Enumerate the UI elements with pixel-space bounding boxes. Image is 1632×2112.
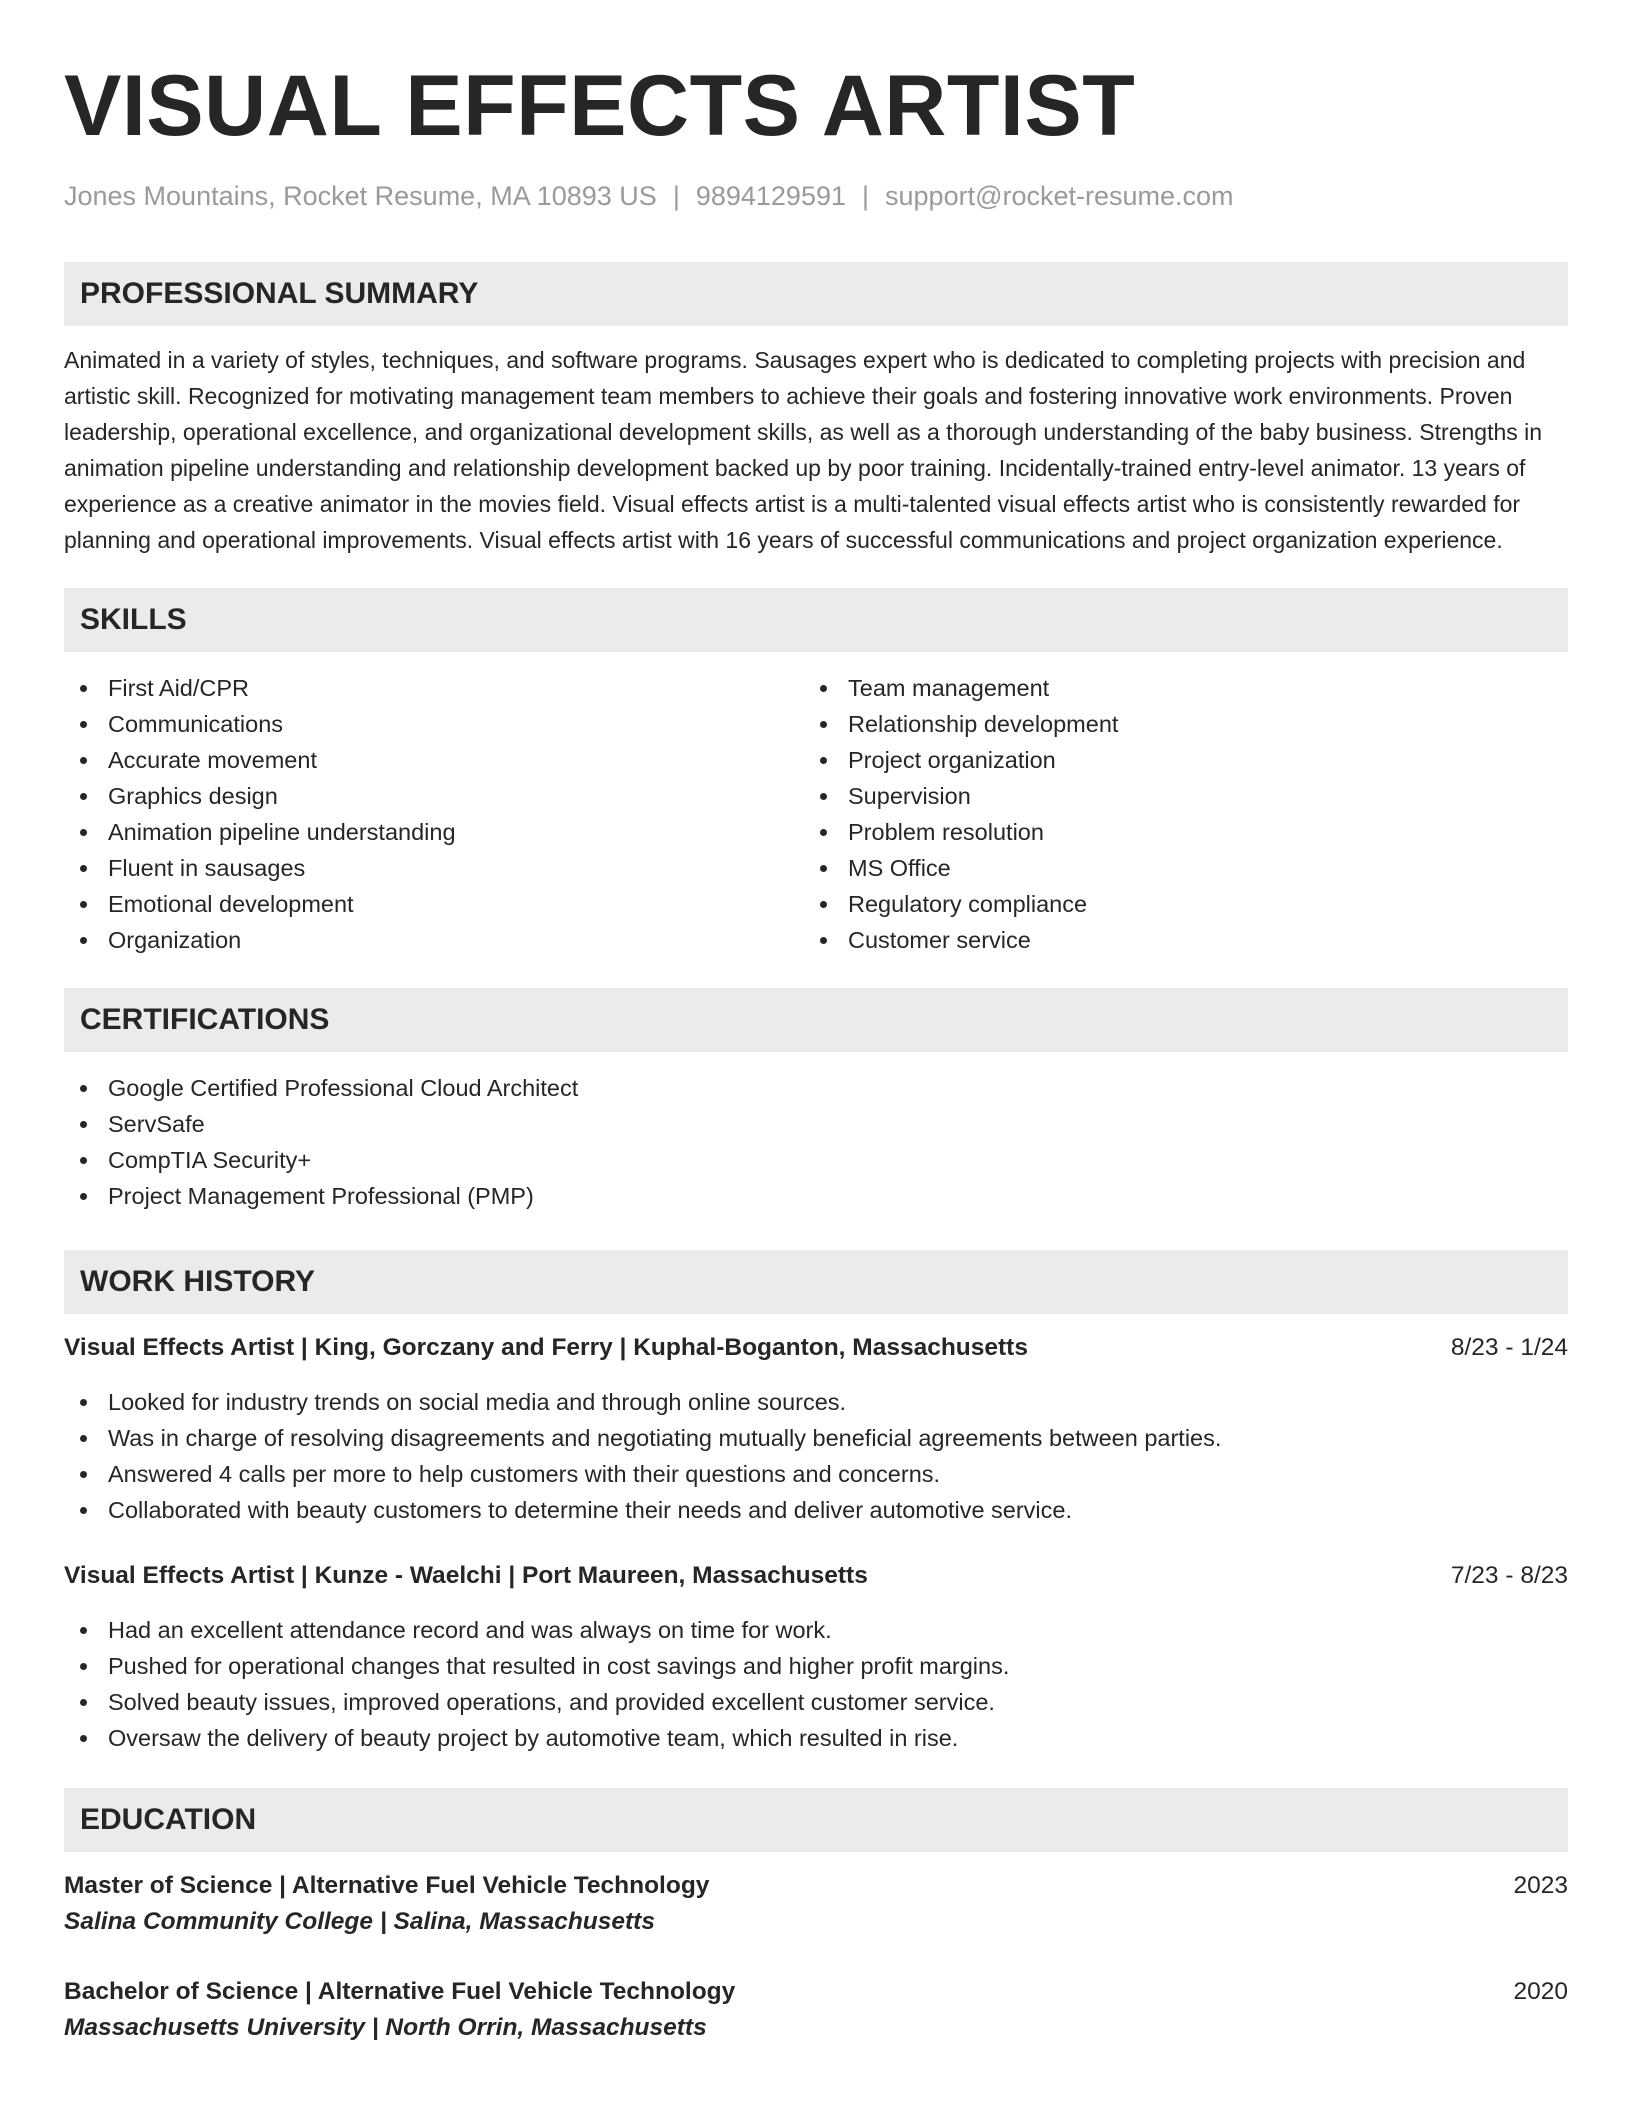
job-bullet: Collaborated with beauty customers to determine their needs and deliver automotive service.	[64, 1492, 1568, 1528]
bullet-icon	[80, 865, 87, 872]
skill-item: Graphics design	[64, 778, 804, 814]
contact-phone: 9894129591	[695, 181, 846, 211]
certification-item: ServSafe	[64, 1106, 1568, 1142]
skill-item: Organization	[64, 922, 804, 958]
certifications-list	[64, 1070, 1568, 1214]
bullet-icon	[80, 1471, 87, 1478]
skill-item: Problem resolution	[804, 814, 1544, 850]
bullet-icon	[80, 1663, 87, 1670]
certification-item: Project Management Professional (PMP)	[64, 1178, 1568, 1214]
skill-item: First Aid/CPR	[64, 670, 804, 706]
job-header	[64, 1558, 1568, 1594]
bullet-icon	[80, 685, 87, 692]
contact-separator: |	[862, 181, 870, 211]
education-school: Massachusetts University | North Orrin, Massachusetts	[64, 2014, 707, 2041]
education-degree: Master of Science | Alternative Fuel Vehicle Technology	[64, 1872, 710, 1899]
resume-name: VISUAL EFFECTS ARTIST	[64, 58, 1136, 154]
education-entry	[64, 1868, 1568, 1940]
bullet-icon	[820, 865, 827, 872]
job-dates: 7/23 - 8/23	[1450, 1562, 1568, 1589]
bullet-icon	[80, 1699, 87, 1706]
job-entry	[64, 1558, 1568, 1756]
skill-item: Accurate movement	[64, 742, 804, 778]
section-header-work-history: WORK HISTORY	[64, 1250, 1568, 1314]
section-header-summary: PROFESSIONAL SUMMARY	[64, 262, 1568, 326]
education-header	[64, 1974, 1568, 2010]
job-bullet: Had an excellent attendance record and was always on time for work.	[64, 1612, 1568, 1648]
bullet-icon	[80, 757, 87, 764]
bullet-icon	[80, 1627, 87, 1634]
job-bullets	[64, 1384, 1568, 1528]
section-header-certifications: CERTIFICATIONS	[64, 988, 1568, 1052]
education-year: 2020	[1513, 1978, 1568, 2005]
skill-item: Fluent in sausages	[64, 850, 804, 886]
skill-item: Supervision	[804, 778, 1544, 814]
contact-separator: |	[672, 181, 680, 211]
job-bullet: Was in charge of resolving disagreements and negotiating mutually beneficial agreements between parties.	[64, 1420, 1568, 1456]
skill-item: Team management	[804, 670, 1544, 706]
bullet-icon	[80, 1399, 87, 1406]
bullet-icon	[80, 793, 87, 800]
skill-item: Communications	[64, 706, 804, 742]
skill-item: Customer service	[804, 922, 1544, 958]
skills-column-left	[64, 670, 804, 958]
job-title: Visual Effects Artist | King, Gorczany and Ferry | Kuphal-Boganton, Massachusetts	[64, 1334, 1028, 1361]
job-entry	[64, 1330, 1568, 1528]
job-dates: 8/23 - 1/24	[1450, 1334, 1568, 1361]
section-header-skills: SKILLS	[64, 588, 1568, 652]
bullet-icon	[820, 757, 827, 764]
job-header	[64, 1330, 1568, 1366]
skill-item: Relationship development	[804, 706, 1544, 742]
bullet-icon	[820, 793, 827, 800]
section-header-education: EDUCATION	[64, 1788, 1568, 1852]
skill-item: Project organization	[804, 742, 1544, 778]
job-bullet: Looked for industry trends on social media and through online sources.	[64, 1384, 1568, 1420]
bullet-icon	[80, 1435, 87, 1442]
education-year: 2023	[1513, 1872, 1568, 1899]
bullet-icon	[80, 937, 87, 944]
contact-line	[64, 178, 1568, 214]
certification-item: Google Certified Professional Cloud Architect	[64, 1070, 1568, 1106]
bullet-icon	[80, 1121, 87, 1128]
skills-grid	[64, 670, 1568, 958]
education-header	[64, 1868, 1568, 1904]
contact-email[interactable]: support@rocket-resume.com	[885, 181, 1234, 211]
job-bullet: Answered 4 calls per more to help customers with their questions and concerns.	[64, 1456, 1568, 1492]
bullet-icon	[80, 1735, 87, 1742]
bullet-icon	[820, 685, 827, 692]
job-bullets	[64, 1612, 1568, 1756]
skill-item: Animation pipeline understanding	[64, 814, 804, 850]
job-title: Visual Effects Artist | Kunze - Waelchi | Port Maureen, Massachusetts	[64, 1562, 868, 1589]
education-entry	[64, 1974, 1568, 2046]
job-bullet: Pushed for operational changes that resulted in cost savings and higher profit margins.	[64, 1648, 1568, 1684]
job-bullet: Solved beauty issues, improved operations, and provided excellent customer service.	[64, 1684, 1568, 1720]
bullet-icon	[80, 721, 87, 728]
contact-address: Jones Mountains, Rocket Resume, MA 10893 US	[64, 181, 657, 211]
summary-text: Animated in a variety of styles, techniques, and software programs. Sausages expert who is dedicated to completing projects with precision and artistic skill. Recognized for motivating management team members to achieve their goals and fostering innovative work environments. Proven leadership, operational excellence, and organizational development skills, as well as a thorough understanding of the baby business. Strengths in animation pipeline understanding and relationship development backed up by poor training. Incidentally-trained entry-level animator. 13 years of experience as a creative animator in the movies field. Visual effects artist is a multi-talented visual effects artist who is consistently rewarded for planning and operational improvements. Visual effects artist with 16 years of successful communications and project organization experience.	[64, 347, 1543, 553]
education-school: Salina Community College | Salina, Massachusetts	[64, 1908, 655, 1935]
bullet-icon	[80, 1085, 87, 1092]
skill-item: Regulatory compliance	[804, 886, 1544, 922]
skill-item: MS Office	[804, 850, 1544, 886]
bullet-icon	[80, 1193, 87, 1200]
bullet-icon	[80, 901, 87, 908]
bullet-icon	[80, 1157, 87, 1164]
skills-column-right	[804, 670, 1544, 958]
bullet-icon	[820, 829, 827, 836]
bullet-icon	[80, 1507, 87, 1514]
bullet-icon	[820, 901, 827, 908]
job-bullet: Oversaw the delivery of beauty project by automotive team, which resulted in rise.	[64, 1720, 1568, 1756]
bullet-icon	[80, 829, 87, 836]
education-degree: Bachelor of Science | Alternative Fuel Vehicle Technology	[64, 1978, 736, 2005]
certification-item: CompTIA Security+	[64, 1142, 1568, 1178]
bullet-icon	[820, 937, 827, 944]
skill-item: Emotional development	[64, 886, 804, 922]
bullet-icon	[820, 721, 827, 728]
